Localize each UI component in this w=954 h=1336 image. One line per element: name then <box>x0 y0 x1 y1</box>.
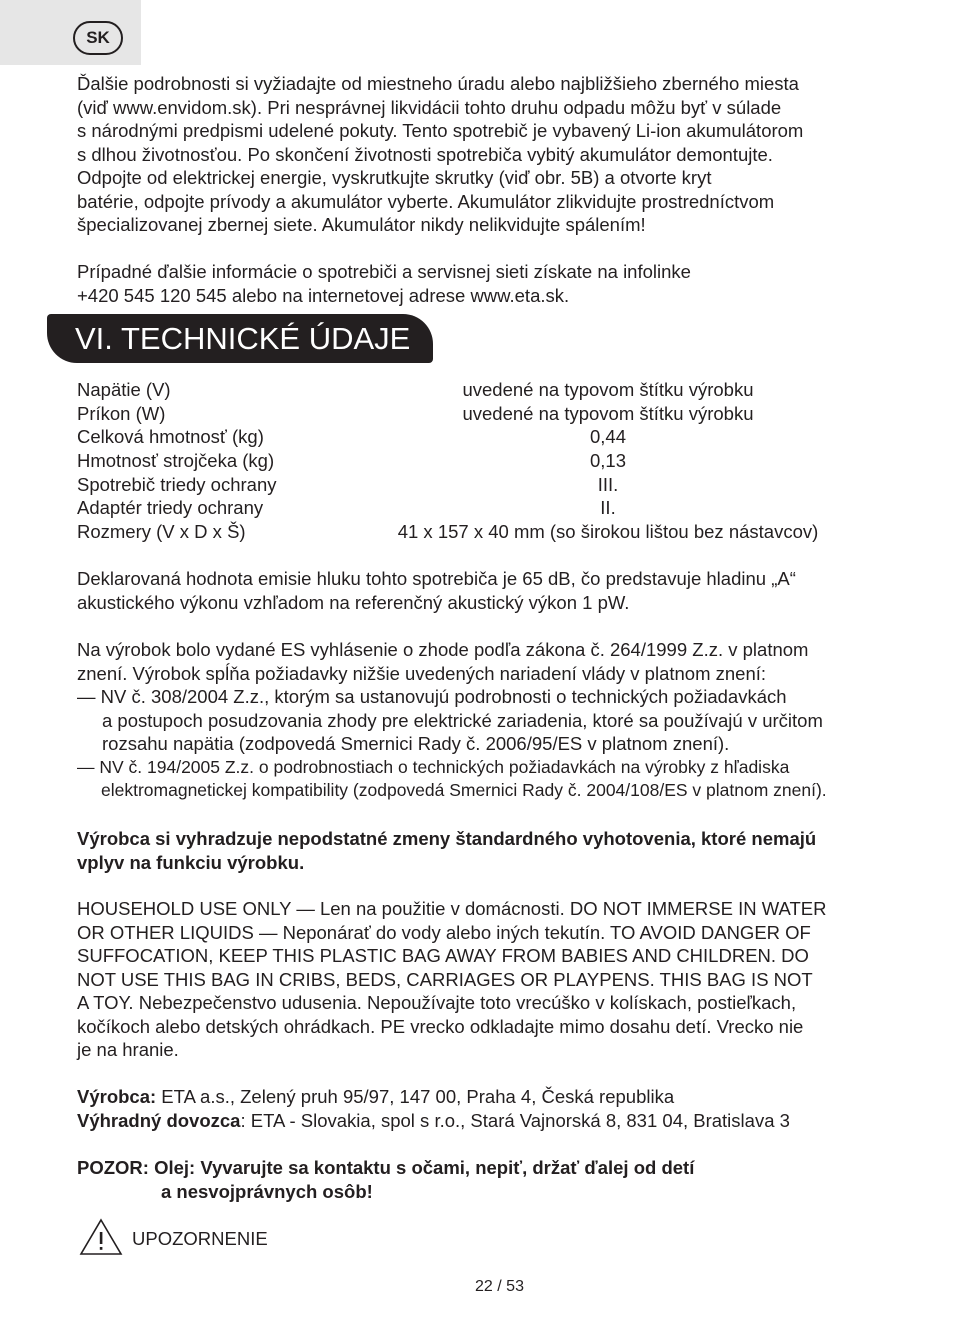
spec-label: Hmotnosť strojčeka (kg) <box>77 450 275 471</box>
text-line: Deklarovaná hodnota emisie hluku tohto spotrebiča je 65 dB, čo predstavuje hladinu „A“ <box>77 568 796 589</box>
text-line: SUFFOCATION, KEEP THIS PLASTIC BAG AWAY FROM BABIES AND CHILDREN. DO <box>77 945 809 966</box>
text-line: (viď www.envidom.sk). Pri nesprávnej likvidácii tohto druhu odpadu môžu byť v súlade <box>77 96 782 118</box>
manufacturer-label: Výrobca: <box>77 1086 157 1107</box>
household-paragraph <box>77 897 907 1062</box>
section-heading: VI. TECHNICKÉ ÚDAJE <box>47 314 433 363</box>
reservation-paragraph <box>77 827 907 874</box>
spec-label: Celková hmotnosť (kg) <box>77 426 264 447</box>
language-badge: SK <box>73 21 123 55</box>
importer-line <box>77 1109 907 1133</box>
spec-label: Príkon (W) <box>77 403 166 424</box>
text-line: Výrobca si vyhradzuje nepodstatné zmeny štandardného vyhotovenia, ktoré nemajú <box>77 828 817 849</box>
infoline-paragraph <box>77 260 907 307</box>
text-line: OR OTHER LIQUIDS — Neponárať do vody alebo iných tekutín. TO AVOID DANGER OF <box>77 921 811 943</box>
spec-row <box>77 425 907 449</box>
caution-paragraph <box>77 1156 907 1203</box>
text-line: — NV č. 308/2004 Z.z., ktorým sa ustanovujú podrobnosti o technických požiadavkách <box>77 686 787 707</box>
text-line: a nesvojprávnych osôb! <box>161 1180 373 1202</box>
spec-row <box>77 473 907 497</box>
importer-text: : ETA - Slovakia, spol s r.o., Stará Vajnorská 8, 831 04, Bratislava 3 <box>240 1109 790 1131</box>
text-line: vplyv na funkciu výrobku. <box>77 851 305 873</box>
warning-label: UPOZORNENIE <box>132 1228 268 1249</box>
spec-label: Napätie (V) <box>77 379 171 400</box>
spec-row <box>77 496 907 520</box>
manufacturer-line <box>77 1085 907 1109</box>
text-line: znení. Výrobok spĺňa požiadavky nižšie uvedených nariadení vlády v platnom znení: <box>77 662 767 684</box>
text-line: +420 545 120 545 alebo na internetovej adrese www.eta.sk. <box>77 284 570 306</box>
text-line: Ďalšie podrobnosti si vyžiadajte od miestneho úradu alebo najbližšieho zberného miesta <box>77 73 799 94</box>
text-line: batérie, odpojte prívody a akumulátor vyberte. Akumulátor zlikvidujte prostredníctvom <box>77 190 775 212</box>
spec-value: 0,44 <box>589 426 627 447</box>
text-line: rozsahu napätia (zodpovedá Smernici Rady č. 2006/95/ES v platnom znení). <box>102 733 730 754</box>
manufacturer-text: ETA a.s., Zelený pruh 95/97, 147 00, Praha 4, Česká republika <box>156 1086 675 1107</box>
spec-value: 41 x 157 x 40 mm (so širokou lištou bez nástavcov) <box>397 521 819 542</box>
spec-row <box>77 378 907 402</box>
spec-label: Spotrebič triedy ochrany <box>77 474 277 495</box>
text-line: — NV č. 194/2005 Z.z. o podrobnostiach o technických požiadavkách na výrobky z hľadiska <box>77 756 790 777</box>
text-line: a postupoch posudzovania zhody pre elektrické zariadenia, ktoré sa používajú v určitom <box>102 709 823 731</box>
noise-paragraph <box>77 567 907 614</box>
page-number: 22 / 53 <box>475 1278 524 1295</box>
spec-row <box>77 402 907 426</box>
spec-value: III. <box>597 474 619 495</box>
spec-label: Rozmery (V x D x Š) <box>77 521 246 542</box>
text-line: Prípadné ďalšie informácie o spotrebiči a servisnej sieti získate na infolinke <box>77 261 691 282</box>
text-line: je na hranie. <box>77 1039 179 1060</box>
declaration-paragraph <box>77 638 907 803</box>
text-line: Odpojte od elektrickej energie, vyskrutkujte skrutky (viď obr. 5B) a otvorte kryt <box>77 167 712 188</box>
spec-label: Adaptér triedy ochrany <box>77 497 264 518</box>
contact-paragraph <box>77 1085 907 1132</box>
spec-value: uvedené na typovom štítku výrobku <box>462 379 754 400</box>
spec-value: II. <box>600 497 616 518</box>
text-line: akustického výkonu vzhľadom na referenčný akustický výkon 1 pW. <box>77 591 630 613</box>
text-line: elektromagnetickej kompatibility (zodpovedá Smernici Rady č. 2004/108/ES v platnom znení). <box>101 780 827 800</box>
importer-label: Výhradný dovozca <box>77 1109 241 1131</box>
text-line: kočíkoch alebo detských ohrádkach. PE vrecko odkladajte mimo dosahu detí. Vrecko nie <box>77 1015 804 1037</box>
text-line: s dlhou životnosťou. Po skončení životnosti spotrebiča vybitý akumulátor demontujte. <box>77 143 773 165</box>
spec-row <box>77 520 907 544</box>
warning-triangle-icon <box>79 1218 123 1256</box>
text-line: POZOR: Olej: Vyvarujte sa kontaktu s očami, nepiť, držať ďalej od detí <box>77 1157 695 1178</box>
text-line: špecializovanej zbernej siete. Akumulátor nikdy nelikvidujte spálením! <box>77 214 646 235</box>
spec-value: uvedené na typovom štítku výrobku <box>462 403 754 424</box>
text-line: NOT USE THIS BAG IN CRIBS, BEDS, CARRIAGES OR PLAYPENS. THIS BAG IS NOT <box>77 968 813 990</box>
text-line: HOUSEHOLD USE ONLY — Len na použitie v domácnosti. DO NOT IMMERSE IN WATER <box>77 898 827 919</box>
text-line: s národnými predpismi udelené pokuty. Tento spotrebič je vybavený Li-ion akumulátorom <box>77 120 804 141</box>
spec-value: 0,13 <box>589 450 627 471</box>
disposal-paragraph <box>77 72 907 237</box>
text-line: Na výrobok bolo vydané ES vyhlásenie o zhode podľa zákona č. 264/1999 Z.z. v platnom <box>77 639 809 660</box>
text-line: A TOY. Nebezpečenstvo udusenia. Nepoužívajte toto vrecúško v kolískach, postieľkach, <box>77 992 797 1013</box>
spec-row <box>77 449 907 473</box>
